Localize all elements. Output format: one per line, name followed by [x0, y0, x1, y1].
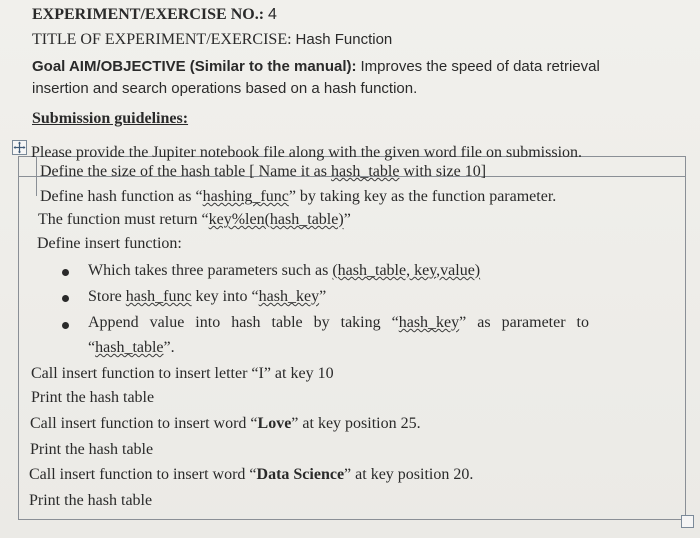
line2-text-end: with size 10] [399, 163, 487, 180]
call3-text: Call insert function to insert word “ [29, 466, 257, 483]
bullet-icon [62, 322, 69, 329]
bullet3-quote-open: “ [88, 339, 96, 356]
goal-text-line1: Improves the speed of data retrieval [360, 58, 600, 75]
experiment-number: 4 [268, 6, 277, 23]
line3-text: Define hash function as “ [40, 188, 203, 205]
word-love: Love [257, 415, 292, 432]
title-line [32, 31, 392, 49]
table-resize-handle[interactable] [681, 515, 694, 528]
hash-table-term: hash_table [95, 339, 164, 356]
print-hash-table-3: Print the hash table [29, 492, 153, 509]
parameters-term: (hash_table, key,value) [332, 262, 481, 279]
bullet-item-1 [88, 262, 480, 280]
call-insert-3 [29, 466, 473, 484]
bullet-icon [62, 295, 69, 302]
hash-table-term: hash_table [331, 163, 400, 180]
return-expression-term: key%len(hash_table) [208, 211, 344, 228]
bullet-item-2 [88, 288, 326, 306]
table-divider-vertical [36, 156, 37, 196]
table-move-handle-icon[interactable] [12, 140, 27, 155]
bullet-item-3-continued [88, 339, 175, 357]
call3-text-end: ” at key position 20. [344, 466, 474, 483]
line2-text: Define the size of the hash table [ Name it as [40, 163, 331, 180]
call2-text: Call insert function to insert word “ [30, 415, 258, 432]
line4-text-end: ” [343, 211, 351, 228]
title-label: TITLE OF EXPERIMENT/EXERCISE: [32, 31, 292, 48]
line4-text: The function must return “ [38, 211, 209, 228]
bullet1-text: Which takes three parameters such as [88, 262, 333, 279]
bullet-icon [62, 269, 69, 276]
guideline-line-5: Define insert function: [37, 235, 182, 252]
call-insert-1: Call insert function to insert letter “I” at key 10 [31, 365, 334, 382]
goal-line [32, 58, 600, 76]
word-data-science: Data Science [256, 466, 345, 483]
experiment-number-line [32, 6, 277, 24]
bullet3-text-end: ” as parameter to [459, 314, 589, 331]
submission-heading: Submission guidelines: [32, 110, 189, 127]
call-insert-2 [30, 415, 421, 433]
hash-key-term: hash_key [258, 288, 320, 305]
line3-text-end: ” by taking key as the function parameter. [288, 188, 557, 205]
title-value: Hash Function [295, 31, 393, 48]
guideline-line-3 [40, 188, 556, 206]
bullet-item-3 [88, 314, 589, 332]
bullet2-text-mid: key into “ [191, 288, 259, 305]
guideline-line-2 [40, 163, 486, 181]
bullet3-quote-close: ”. [163, 339, 175, 356]
goal-label: Goal AIM/OBJECTIVE (Similar to the manual): [32, 58, 357, 75]
experiment-label: EXPERIMENT/EXERCISE NO.: [32, 6, 265, 23]
bullet2-text-end: ” [319, 288, 327, 305]
hash-func-term: hash_func [125, 288, 192, 305]
guideline-line-1: Please provide the Jupiter notebook file along with the given word file on submission. [31, 144, 583, 161]
print-hash-table-1: Print the hash table [31, 389, 155, 406]
bullet2-text: Store [88, 288, 126, 305]
hashing-func-term: hashing_func [202, 188, 289, 205]
goal-text-line2: insertion and search operations based on a hash function. [32, 80, 418, 97]
call2-text-end: ” at key position 25. [291, 415, 421, 432]
hash-key-term: hash_key [398, 314, 460, 331]
guideline-line-4 [38, 211, 351, 229]
bullet3-text: Append value into hash table by taking “ [88, 314, 399, 331]
print-hash-table-2: Print the hash table [30, 441, 154, 458]
